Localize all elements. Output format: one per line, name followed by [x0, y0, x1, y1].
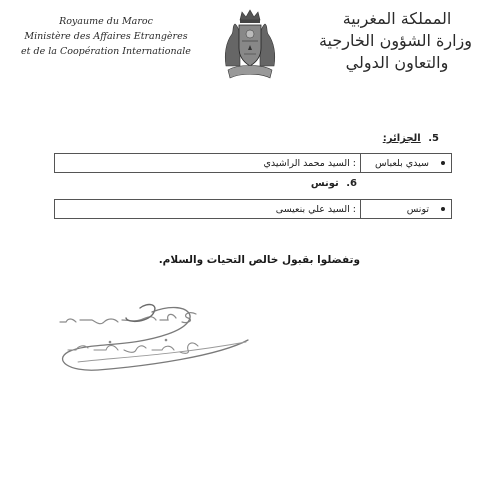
bullet-icon [441, 207, 445, 211]
section-number: 6. [346, 178, 357, 189]
letterhead-line-cooperation-ar: والتعاون الدولي [345, 53, 449, 72]
entry-row-sidi-bel-abbes [54, 153, 452, 173]
letterhead-line-kingdom: Royaume du Maroc [59, 16, 153, 27]
entry-person: : السيد محمد الراشيدي [263, 157, 356, 169]
french-letterhead [8, 14, 204, 59]
entry-city: تونس [406, 203, 429, 215]
entry-person-cell [55, 200, 360, 218]
entry-city-cell [360, 200, 451, 218]
handwritten-signature [48, 300, 270, 384]
letterhead-line-ministry: Ministère des Affaires Etrangères [24, 31, 188, 42]
entry-row-tunis [54, 199, 452, 219]
moroccan-coat-of-arms-emblem [222, 8, 278, 82]
entry-city-cell [360, 154, 451, 172]
bullet-icon [441, 161, 445, 165]
entry-person: : السيد علي بنعيسى [275, 203, 356, 215]
entry-city: سيدي بلعباس [375, 157, 429, 169]
arabic-letterhead [318, 8, 472, 74]
letterhead-line-ministry-ar: وزارة الشؤون الخارجية [318, 31, 472, 50]
section-number: 5. [428, 133, 439, 144]
section-country: تونس [310, 178, 339, 189]
section-country: الجزائر: [382, 133, 421, 144]
section-heading-algeria [383, 133, 439, 144]
section-heading-tunisia [311, 178, 357, 189]
closing-salutation: وتفضلوا بقبول خالص التحيات والسلام. [158, 254, 360, 266]
letterhead-line-cooperation: et de la Coopération Internationale [21, 46, 191, 57]
entry-person-cell [55, 154, 360, 172]
letterhead-line-kingdom-ar: المملكة المغربية [342, 9, 452, 28]
